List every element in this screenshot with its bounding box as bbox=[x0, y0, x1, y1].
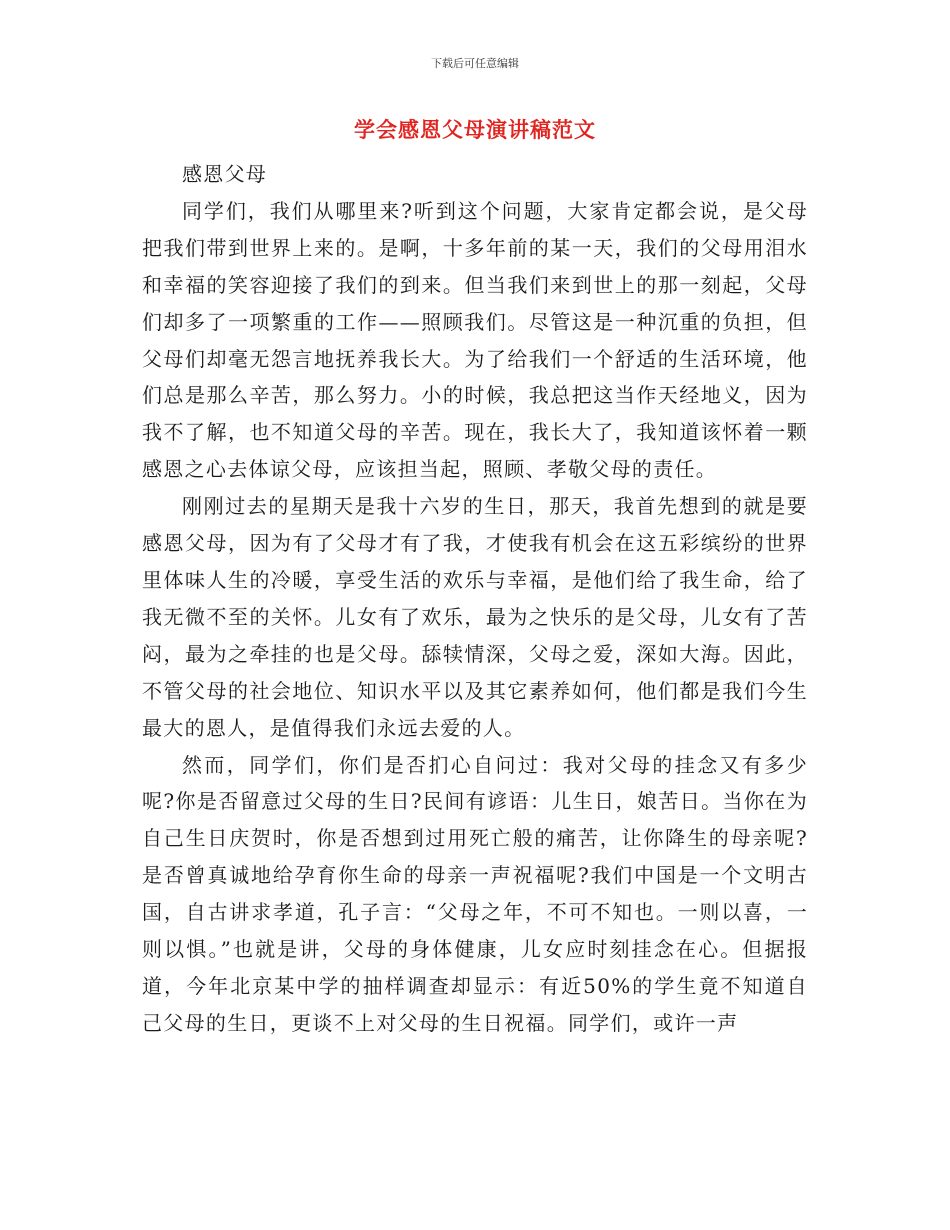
document-title: 学会感恩父母演讲稿范文 bbox=[354, 118, 596, 142]
paragraph: 刚刚过去的星期天是我十六岁的生日，那天，我首先想到的就是要感恩父母，因为有了父母才有了我，才使我有机会在这五彩缤纷的世界里体味人生的冷暖，享受生活的欢乐与幸福，是他们给了我生命，给了我无微不至的关怀。儿女有了欢乐，最为之快乐的是父母，儿女有了苦闷，最为之牵挂的也是父母。舔犊情深，父母之爱，深如大海。因此，不管父母的社会地位、知识水平以及其它素养如何，他们都是我们今生最大的恩人，是值得我们永远去爱的人。 bbox=[142, 494, 808, 740]
document-body bbox=[142, 156, 808, 1042]
header-note: 下载后可任意编辑 bbox=[431, 57, 519, 70]
paragraph-heading: 感恩父母 bbox=[182, 162, 268, 186]
paragraph: 然而，同学们，你们是否扪心自问过：我对父母的挂念又有多少呢?你是否留意过父母的生日?民间有谚语：儿生日，娘苦日。当你在为自己生日庆贺时，你是否想到过用死亡般的痛苦，让你降生的母亲呢?是否曾真诚地给孕育你生命的母亲一声祝福呢?我们中国是一个文明古国，自古讲求孝道，孔子言：“父母之年，不可不知也。一则以喜，一则以惧。”也就是讲，父母的身体健康，儿女应时刻挂念在心。但据报道，今年北京某中学的抽样调查却显示：有近50%的学生竟不知道自己父母的生日，更谈不上对父母的生日祝福。同学们，或许一声 bbox=[142, 752, 808, 1035]
paragraph: 同学们，我们从哪里来?听到这个问题，大家肯定都会说，是父母把我们带到世界上来的。是啊，十多年前的某一天，我们的父母用泪水和幸福的笑容迎接了我们的到来。但当我们来到世上的那一刻起，父母们却多了一项繁重的工作——照顾我们。尽管这是一种沉重的负担，但父母们却毫无怨言地抚养我长大。为了给我们一个舒适的生活环境，他们总是那么辛苦，那么努力。小的时候，我总把这当作天经地义，因为我不了解，也不知道父母的辛苦。现在，我长大了，我知道该怀着一颗感恩之心去体谅父母，应该担当起，照顾、孝敬父母的责任。 bbox=[142, 198, 808, 482]
